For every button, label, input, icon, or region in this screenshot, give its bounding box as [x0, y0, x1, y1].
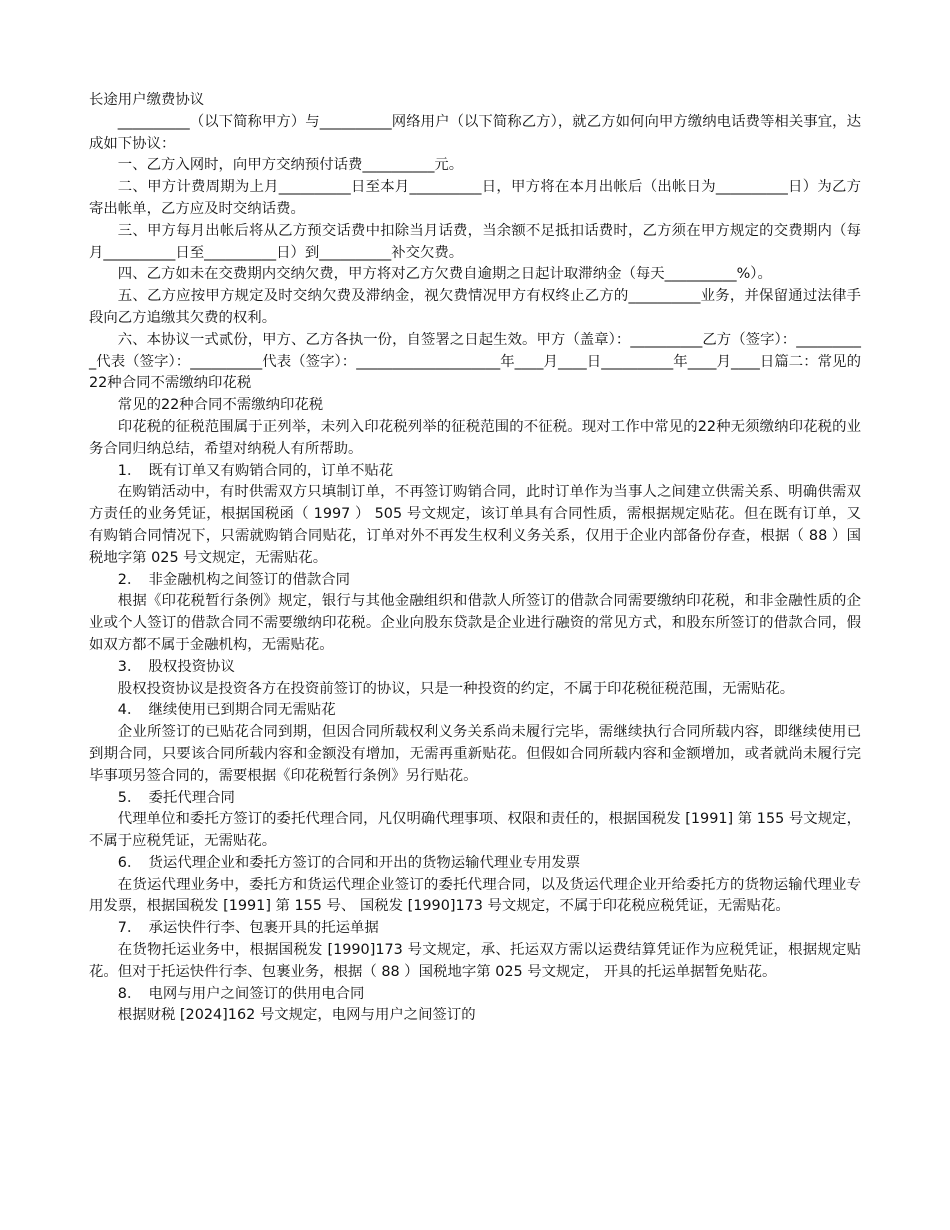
item-body-3: 股权投资协议是投资各方在投资前签订的协议，只是一种投资的约定，不属于印花税征税范围，无需贴花。 — [117, 680, 795, 697]
item-body-5: 代理单位和委托方签订的委托代理合同，凡仅明确代理事项、权限和责任的，根据国税发 [1991] 第 155 号文规定，不属于应税凭证，无需贴花。 — [89, 811, 861, 850]
item-heading-6: 6． 货运代理企业和委托方签订的合同和开出的货物运输代理业专用发票 — [117, 854, 581, 871]
item-body-7: 在货物托运业务中，根据国税发 [1990]173 号文规定，承、托运双方需以运费结算凭证作为应税凭证，根据规定贴花。但对于托运快件行李、包裹业务，根据（ 88 ）国税地字第 025 号文规定， 开具的托运单据暂免贴花。 — [89, 942, 861, 980]
item-heading-4: 4． 继续使用已到期合同无需贴花 — [117, 702, 336, 719]
item-body-2: 根据《印花税暂行条例》规定，银行与其他金融组织和借款人所签订的借款合同需要缴纳印花税，和非金融性质的企业或个人签订的借款合同不需要缴纳印花税。企业向股东贷款是企业进行融资的常见方式，和股东所签订的借款合同，假如双方都不属于金融机构，无需贴花。 — [89, 593, 861, 653]
item-body-6: 在货运代理业务中，委托方和货运代理企业签订的委托代理合同，以及货运代理企业开给委托方的货物运输代理业专用发票，根据国税发 [1991] 第 155 号、 国税发 [1990]173 号文规定，不属于印花税应税凭证，无需贴花。 — [89, 876, 861, 915]
agreement-clause-4: 四、乙方如未在交费期内交纳欠费，甲方将对乙方欠费自逾期之日起计取滞纳金（每天__________%）。 — [117, 266, 772, 283]
intro-paragraph: 印花税的征税范围属于正列举，未列入印花税列举的征税范围的不征税。现对工作中常见的22种无须缴纳印花税的业务合同归纳总结，希望对纳税人有所帮助。 — [89, 418, 861, 457]
agreement-clause-1: 一、乙方入网时，向甲方交纳预付话费__________元。 — [117, 157, 464, 174]
item-heading-5: 5． 委托代理合同 — [117, 789, 235, 806]
item-heading-8: 8． 电网与用户之间签订的供用电合同 — [117, 985, 365, 1002]
agreement-preamble: __________（以下简称甲方）与__________网络用户（以下简称乙方），就乙方如何向甲方缴纳电话费等相关事宜，达成如下协议： — [89, 113, 861, 152]
document-page — [89, 90, 861, 1027]
item-heading-1: 1． 既有订单又有购销合同的，订单不贴花 — [117, 462, 394, 479]
agreement-clause-5: 五、乙方应按甲方规定及时交纳欠费及滞纳金，视欠费情况甲方有权终止乙方的__________业务，并保留通过法律手段向乙方追缴其欠费的权利。 — [89, 288, 861, 326]
document-title: 长途用户缴费协议 — [89, 92, 205, 108]
item-heading-2: 2． 非金融机构之间签订的借款合同 — [117, 571, 351, 588]
item-heading-3: 3． 股权投资协议 — [117, 658, 235, 675]
item-body-1: 在购销活动中，有时供需双方只填制订单，不再签订购销合同，此时订单作为当事人之间建立供需关系、明确供需双方责任的业务凭证，根据国税函（ 1997 ） 505 号文规定，该订单具有合同性质，需根据规定贴花。但在既有订单，又有购销合同情况下，只需就购销合同贴花，订单对外不再发生权利义务关系，仅用于企业内部备份存查，根据（ 88 ）国税地字第 025 号文规定，无需贴花。 — [89, 484, 861, 566]
item-body-4: 企业所签订的已贴花合同到期，但因合同所载权利义务关系尚未履行完毕，需继续执行合同所载内容，即继续使用已到期合同，只要该合同所载内容和金额没有增加，无需再重新贴花。但假如合同所载内容和金额增加，或者就尚未履行完毕事项另签合同的，需要根据《印花税暂行条例》另行贴花。 — [89, 724, 861, 784]
agreement-clause-2: 二、甲方计费周期为上月__________日至本月__________日，甲方将在本月出帐后（出帐日为__________日）为乙方寄出帐单，乙方应及时交纳话费。 — [89, 179, 861, 217]
item-heading-7: 7． 承运快件行李、包裹开具的托运单据 — [117, 920, 379, 937]
section-heading: 常见的22种合同不需缴纳印花税 — [117, 397, 324, 414]
agreement-clause-3: 三、甲方每月出帐后将从乙方预交话费中扣除当月话费，当余额不足抵扣话费时，乙方须在甲方规定的交费期内（每月__________日至__________日）到__________补交欠费。 — [89, 222, 861, 261]
item-body-8: 根据财税 [2024]162 号文规定，电网与用户之间签订的 — [117, 1007, 476, 1024]
agreement-clause-6-signatures: 六、本协议一式贰份，甲方、乙方各执一份，自签署之日起生效。甲方（盖章）：__________乙方（签字）：__________代表（签字）：__________代表（签字）：____________________年____月____日__________年____月____日篇二：常见的22种合同不需缴纳印花税 — [89, 331, 861, 392]
